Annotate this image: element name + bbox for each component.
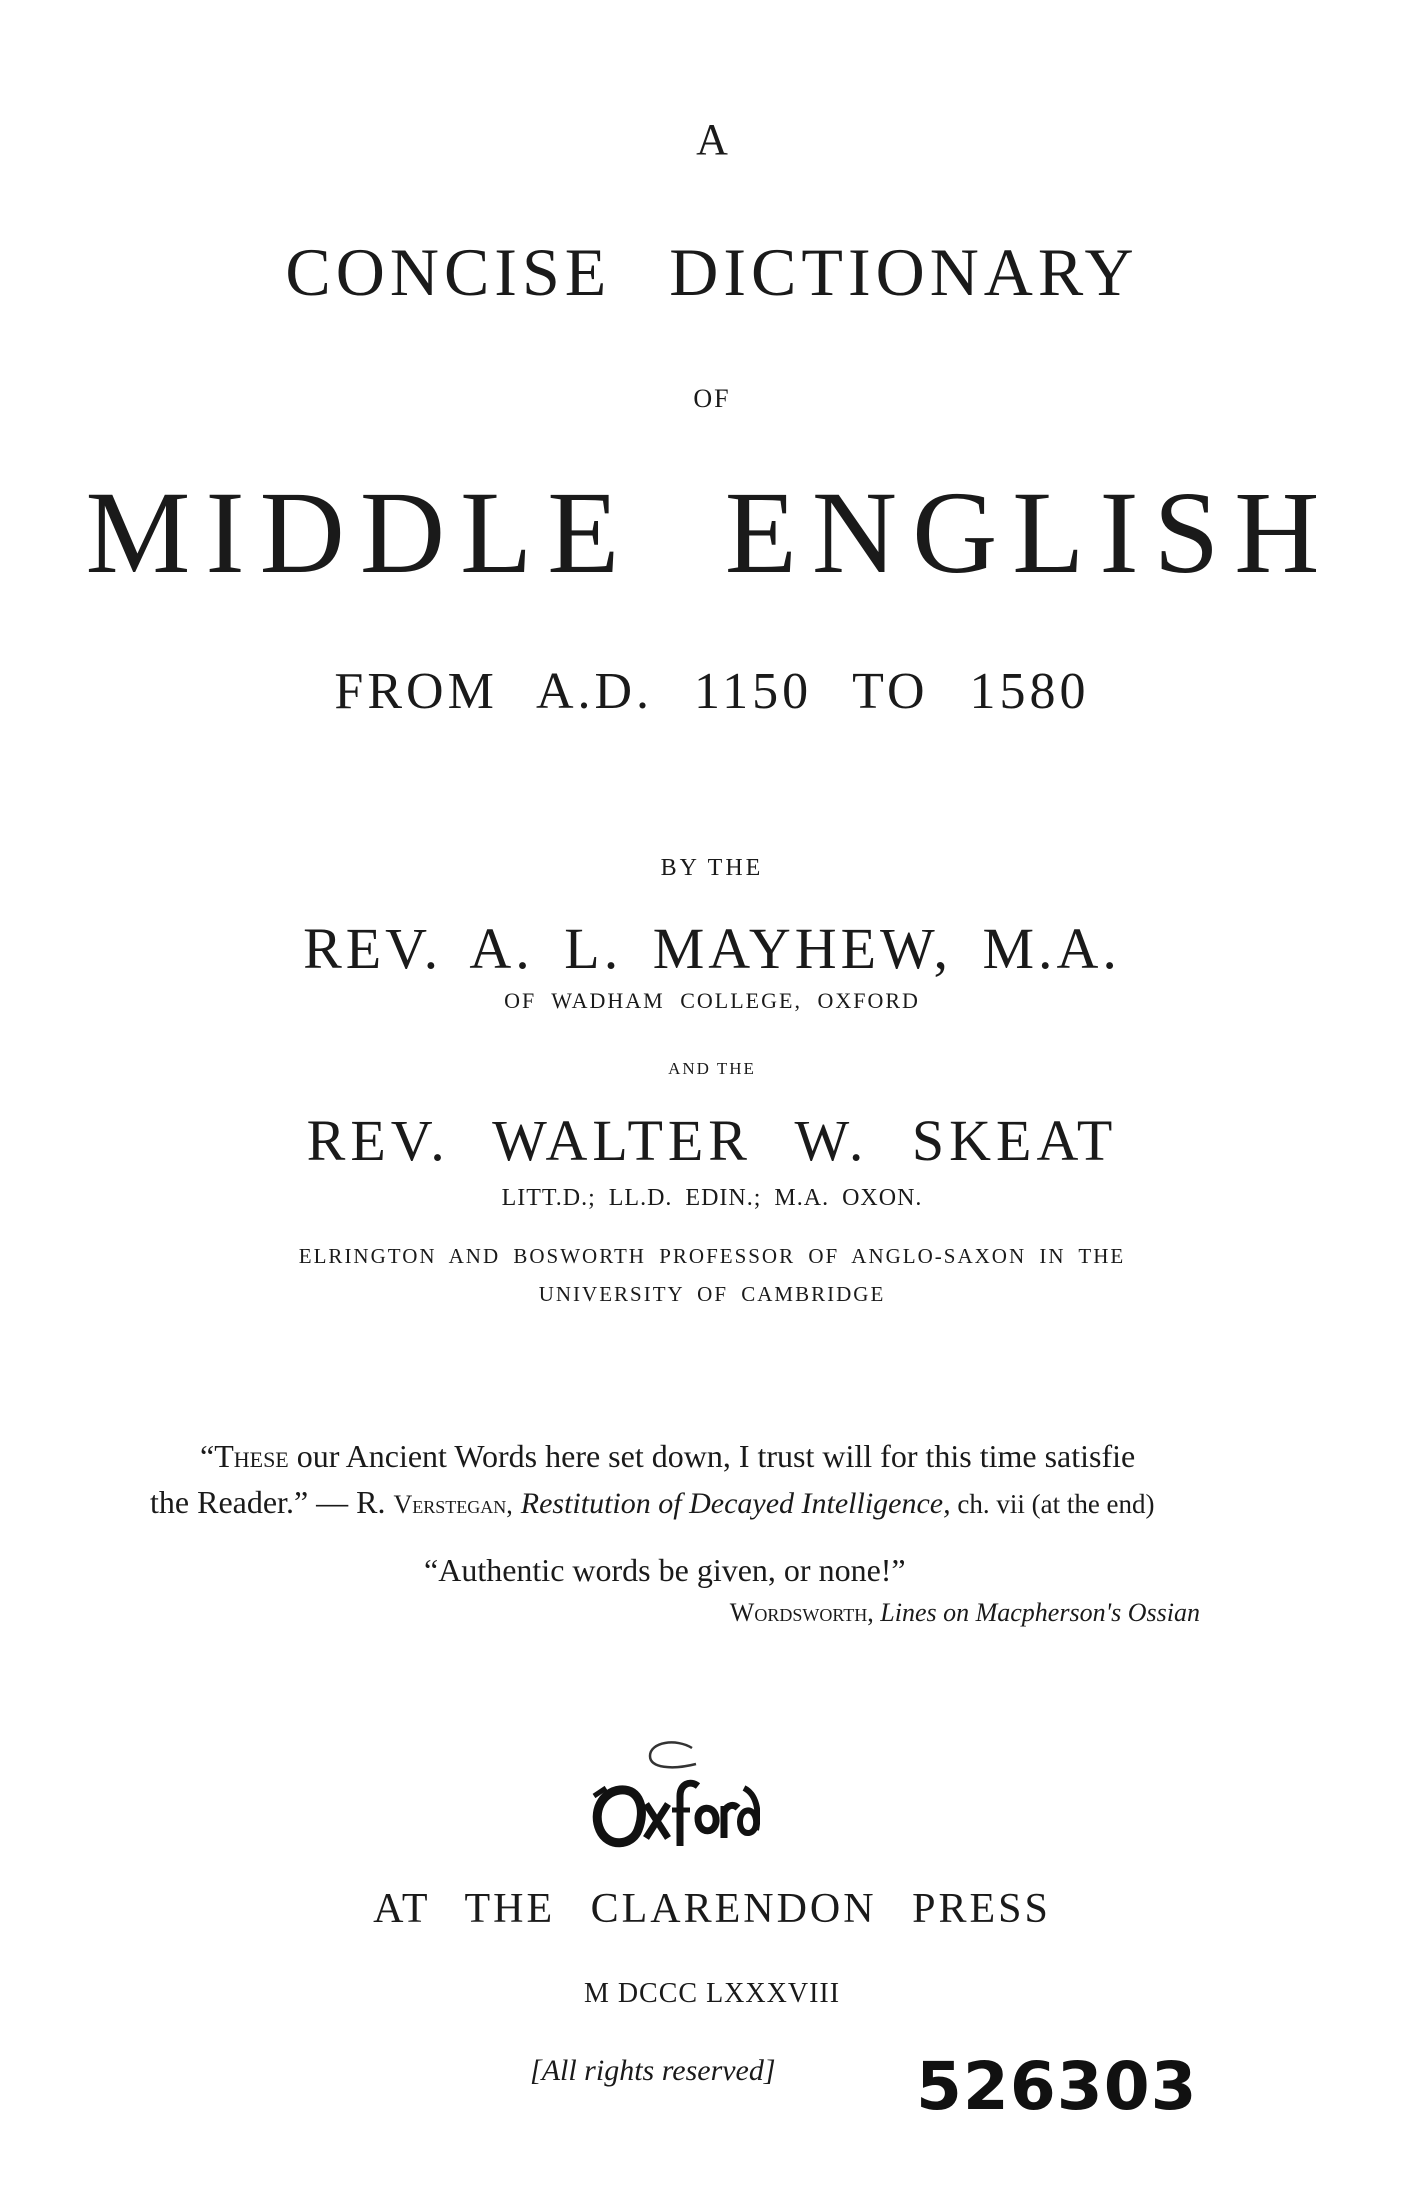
epigraph-1-author: Verstegan, bbox=[393, 1490, 513, 1519]
author-2-degrees: LITT.D.; LL.D. EDIN.; M.A. OXON. bbox=[501, 1185, 923, 1211]
epigraph-1-line-2 bbox=[150, 1486, 1250, 1519]
rights-text: All rights reserved bbox=[541, 2054, 764, 2087]
title-of: OF bbox=[693, 384, 731, 413]
by-the-label: BY THE bbox=[660, 855, 764, 881]
oxford-blackletter-logo bbox=[580, 1734, 760, 1884]
epigraph-2-work: Lines on Macpherson's Ossian bbox=[880, 1598, 1200, 1627]
publisher: AT THE CLARENDON PRESS bbox=[373, 1886, 1051, 1932]
accession-number-stamp: 526303 bbox=[916, 2048, 1198, 2125]
epigraph-1-reference: ch. vii (at the end) bbox=[950, 1489, 1155, 1519]
author-1-name: REV. A. L. MAYHEW, M.A. bbox=[303, 916, 1121, 981]
title-line-2: MIDDLE ENGLISH bbox=[85, 467, 1335, 598]
epigraph-2-text: “Authentic words be given, or none!” bbox=[424, 1552, 906, 1588]
title-line-1: CONCISE DICTIONARY bbox=[285, 234, 1139, 310]
title-article: A bbox=[696, 115, 728, 164]
epigraph-1-line-2-text: the Reader.” — R. bbox=[150, 1484, 394, 1520]
epigraph-1-first-word: These bbox=[214, 1438, 289, 1474]
rights-close-bracket: ] bbox=[763, 2054, 776, 2087]
epigraph-2-attribution bbox=[420, 1600, 1200, 1626]
epigraph-1-work: Restitution of Decayed Intelligence, bbox=[520, 1487, 951, 1520]
rights-open-bracket: [ bbox=[530, 2054, 542, 2087]
epigraph-2-author: Wordsworth, bbox=[729, 1598, 874, 1627]
and-the-label: AND THE bbox=[668, 1059, 756, 1078]
epigraph-1-open-quote: “ bbox=[200, 1438, 215, 1474]
author-2-name: REV. WALTER W. SKEAT bbox=[306, 1108, 1118, 1173]
author-2-position-line-1: ELRINGTON AND BOSWORTH PROFESSOR OF ANGLO-SAXON IN THE bbox=[298, 1244, 1126, 1268]
author-1-affiliation: OF WADHAM COLLEGE, OXFORD bbox=[504, 988, 920, 1013]
epigraph-1-line-1-text: our Ancient Words here set down, I trust will for this time satisfie bbox=[288, 1438, 1136, 1474]
publication-year: M DCCC LXXXVIII bbox=[583, 1978, 841, 2009]
date-range: FROM A.D. 1150 TO 1580 bbox=[334, 663, 1090, 720]
rights-notice bbox=[530, 2056, 870, 2086]
epigraph-1-line-1 bbox=[200, 1440, 1240, 1472]
author-2-position-line-2: UNIVERSITY OF CAMBRIDGE bbox=[538, 1282, 886, 1306]
